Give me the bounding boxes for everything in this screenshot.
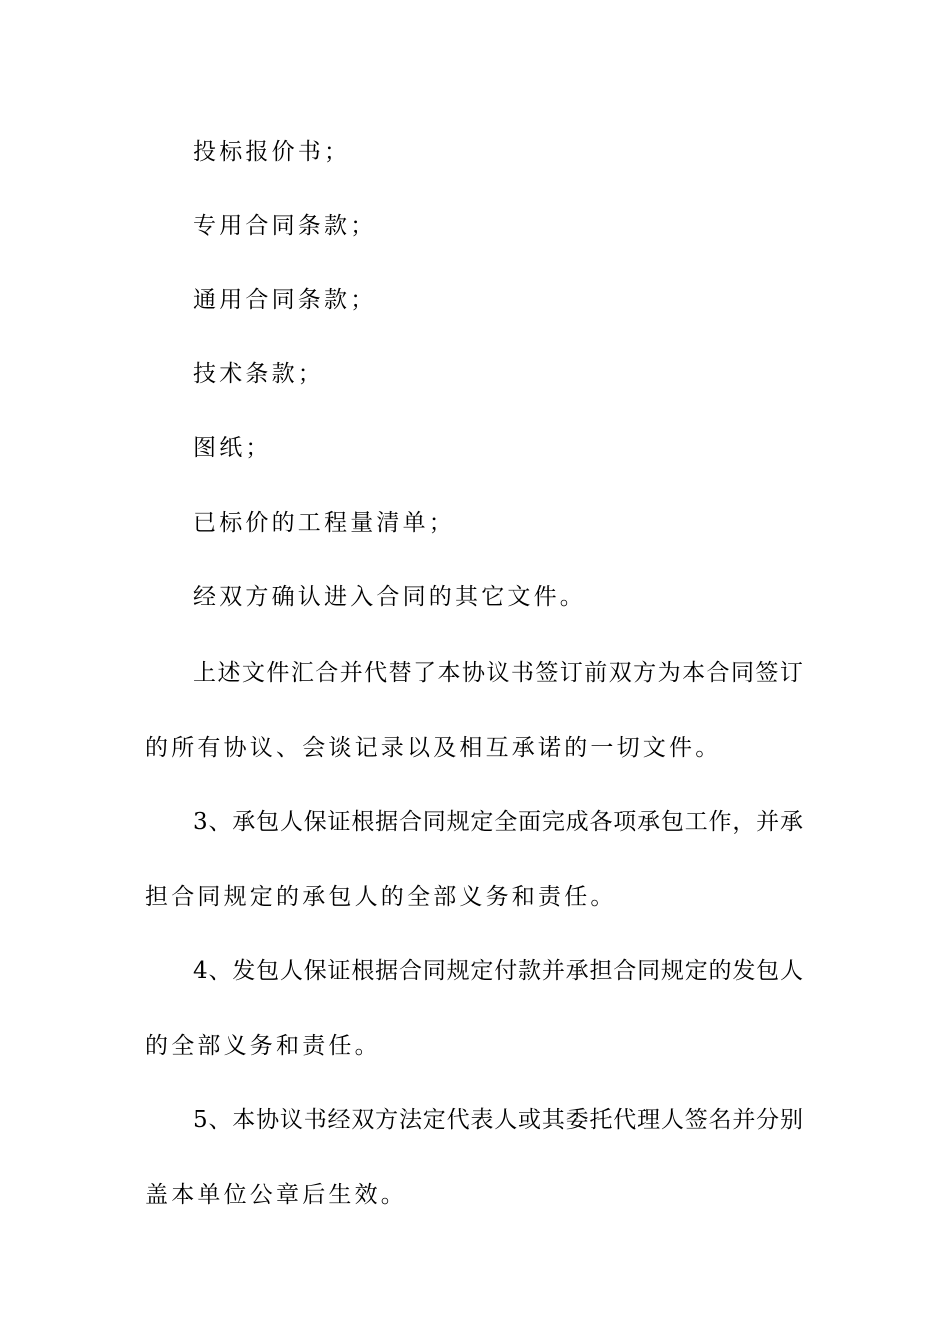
paragraph-4-line-2: 盖本单位公章后生效。 (145, 1182, 407, 1208)
paragraph-1-line-2: 的所有协议、会谈记录以及相互承诺的一切文件。 (145, 735, 722, 761)
paragraph-3-line-1: 4 、 发 包 人 保 证 根 据 合 同 规 定 付 款 并 承 担 合 同 规 定 的 发 包 人 (193, 958, 803, 984)
list-item-bid-quotation: 投标报价书； (193, 139, 351, 165)
list-item-general-terms: 通用合同条款； (193, 287, 377, 313)
paragraph-2-line-1: 3 、 承 包 人 保 证 根 据 合 同 规 定 全 面 完 成 各 项 承 包 工 作 ， 并 承 (193, 809, 803, 835)
paragraph-1-line-1: 上 述 文 件 汇 合 并 代 替 了 本 协 议 书 签 订 前 双 方 为 本 合 同 签 订 (193, 660, 803, 686)
list-item-priced-bill: 已标价的工程量清单； (193, 510, 455, 536)
list-item-special-terms: 专用合同条款； (193, 213, 377, 239)
paragraph-4-line-1: 5 、 本 协 议 书 经 双 方 法 定 代 表 人 或 其 委 托 代 理 人 签 名 并 分 别 (193, 1107, 803, 1133)
list-item-technical-terms: 技术条款； (193, 361, 324, 387)
paragraph-2-line-2: 担合同规定的承包人的全部义务和责任。 (145, 884, 617, 910)
list-item-drawings: 图纸； (193, 435, 272, 461)
paragraph-3-line-2: 的全部义务和责任。 (145, 1033, 381, 1059)
list-item-other-documents: 经双方确认进入合同的其它文件。 (193, 584, 586, 610)
